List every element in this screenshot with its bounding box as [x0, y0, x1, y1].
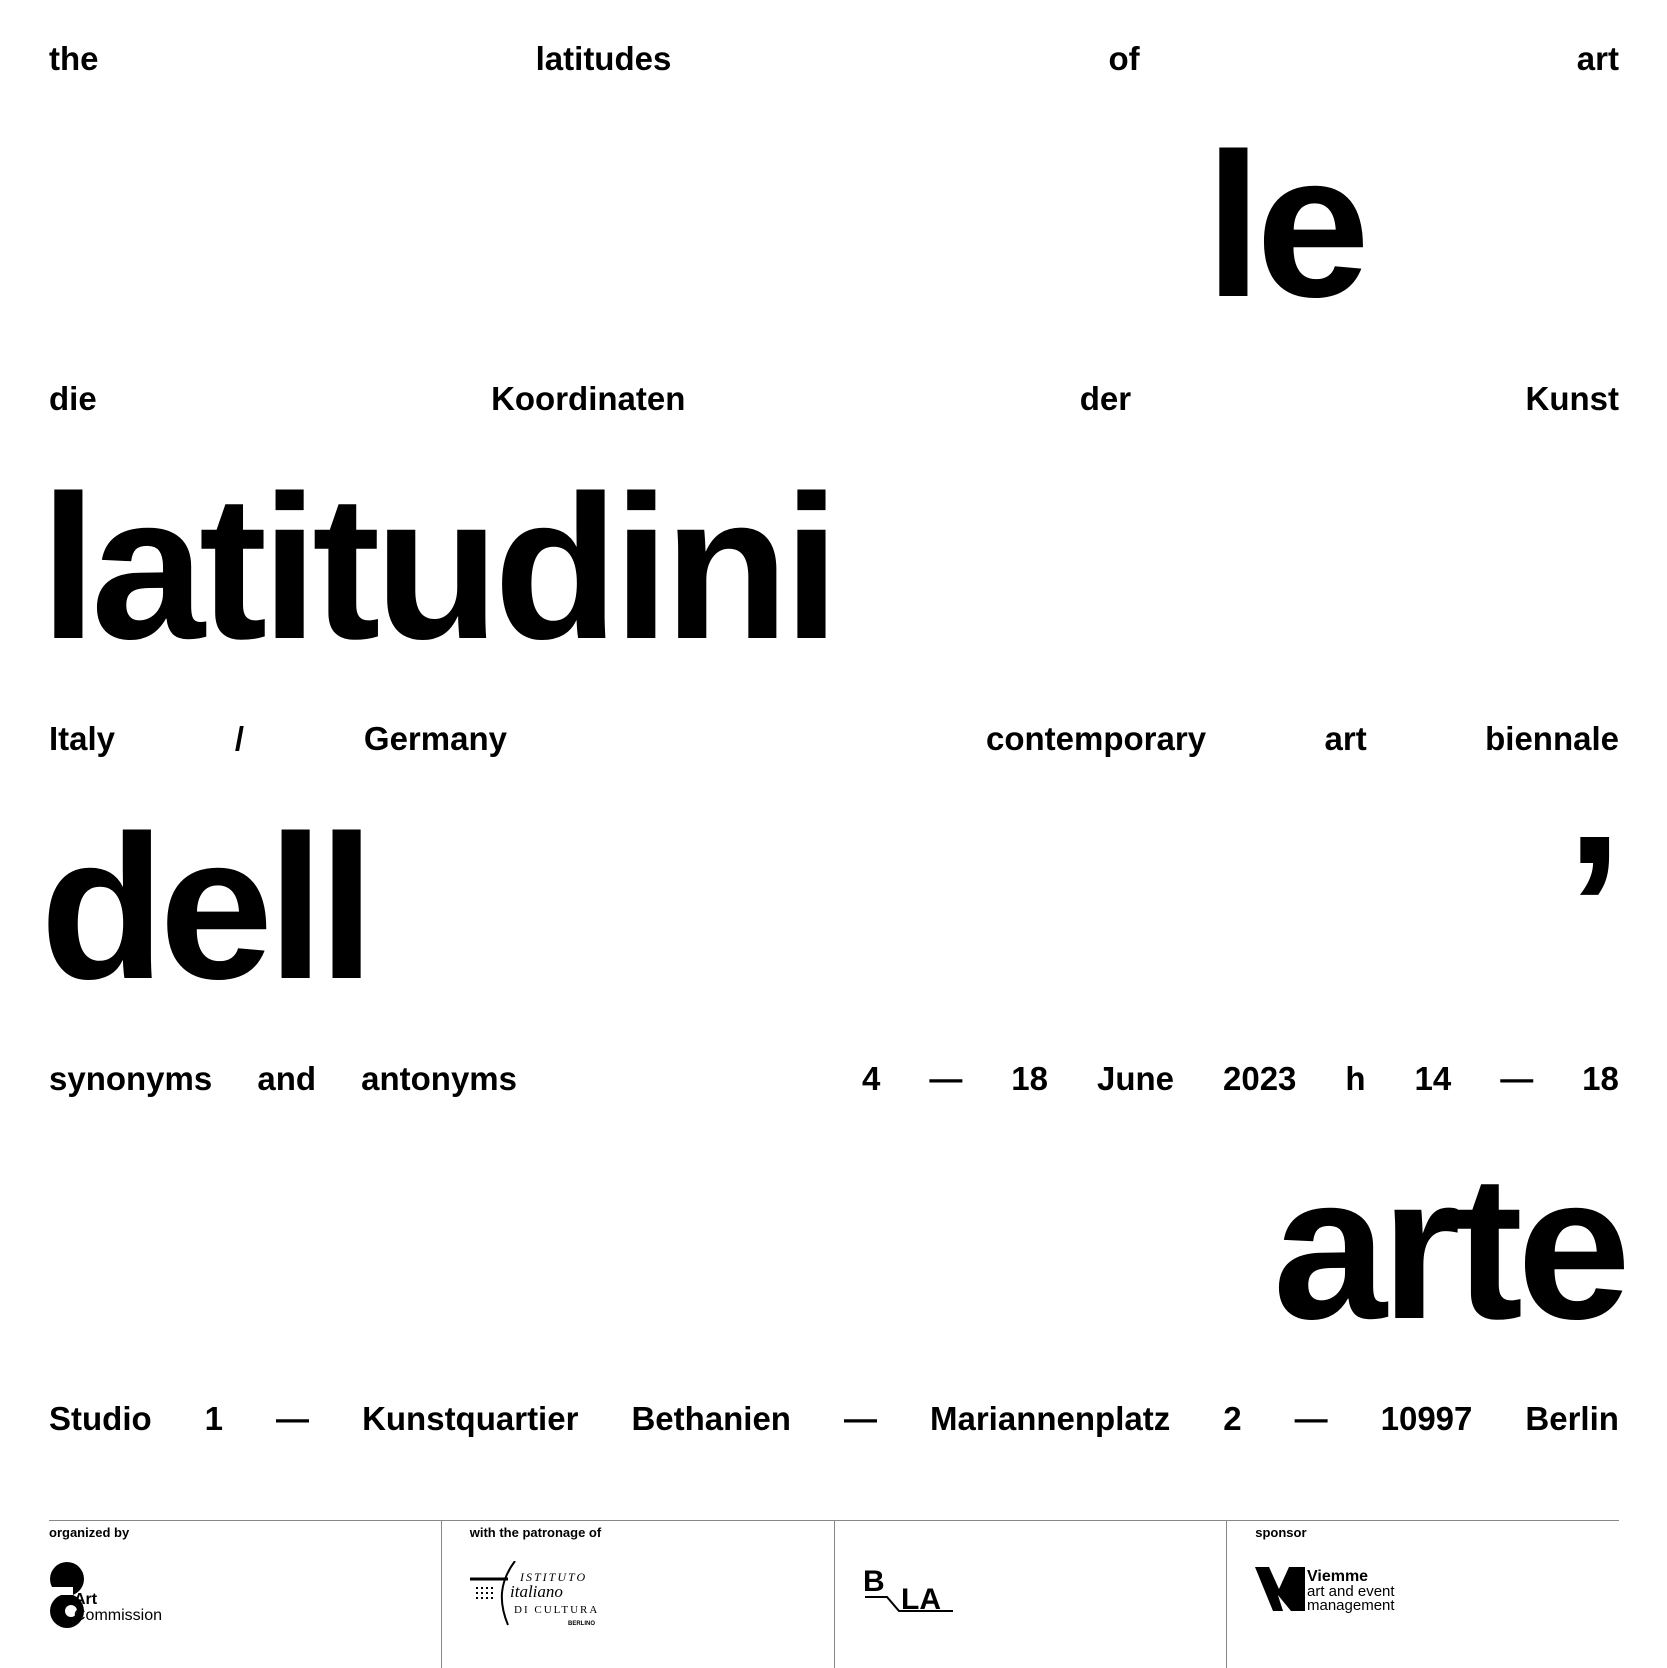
istituto-line1: ISTITUTO — [519, 1570, 587, 1584]
word-art: art — [1324, 720, 1367, 757]
event-type-line — [49, 720, 1619, 758]
tagline-german — [49, 380, 1619, 418]
date-start: 4 — [862, 1060, 881, 1097]
bla-b: B — [862, 1569, 885, 1598]
word-contemporary: contemporary — [986, 720, 1207, 757]
title-word-le: le — [1205, 111, 1364, 340]
dash: — — [929, 1060, 963, 1097]
viemme-line3: management — [1307, 1597, 1395, 1614]
studio-number: 1 — [204, 1400, 224, 1437]
word-bethanien: Bethanien — [631, 1400, 791, 1437]
date-end: 18 — [1011, 1060, 1049, 1097]
istituto-italiano-logo — [470, 1561, 600, 1636]
istituto-line3: DI CULTURA — [513, 1604, 600, 1616]
title-apostrophe: ’ — [1566, 793, 1623, 1022]
viemme-line2: art and event — [1307, 1583, 1395, 1600]
patronage-label: with the patronage of — [469, 1525, 602, 1540]
word-mariannenplatz: Mariannenplatz — [930, 1400, 1171, 1437]
hours-label: h — [1345, 1060, 1366, 1097]
art-commission-logo — [49, 1561, 169, 1636]
organized-by-label: organized by — [49, 1525, 130, 1540]
word-kunst: Kunst — [1525, 380, 1619, 417]
month: June — [1096, 1060, 1175, 1097]
word-and: and — [257, 1060, 317, 1097]
word-kunstquartier: Kunstquartier — [362, 1400, 579, 1437]
dash: — — [843, 1400, 877, 1437]
tagline-english — [49, 40, 1619, 78]
word-der: der — [1079, 380, 1132, 417]
bla-la: LA — [900, 1583, 941, 1616]
word-the: the — [49, 40, 99, 77]
footer-logos — [49, 1520, 1619, 1668]
art-commission-mark — [49, 1561, 169, 1631]
footer-organizer — [49, 1521, 441, 1668]
street-number: 2 — [1223, 1400, 1242, 1437]
word-synonyms: synonyms — [49, 1060, 213, 1097]
bla-logo — [863, 1569, 963, 1624]
hour-end: 18 — [1582, 1060, 1619, 1097]
address-line — [49, 1400, 1619, 1438]
footer-patronage — [441, 1521, 834, 1668]
word-art: art — [1576, 40, 1619, 77]
viemme-line1: Viemme — [1307, 1568, 1369, 1585]
istituto-line4: BERLINO — [567, 1621, 595, 1627]
dash: — — [1294, 1400, 1328, 1437]
art-commission-line1: Art — [74, 1591, 98, 1608]
dash: — — [276, 1400, 310, 1437]
word-antonyms: antonyms — [361, 1060, 517, 1097]
hour-start: 14 — [1414, 1060, 1452, 1097]
word-studio: Studio — [49, 1400, 152, 1437]
title-word-dell: dell — [40, 793, 370, 1022]
footer-partner — [834, 1521, 1227, 1668]
word-koordinaten: Koordinaten — [491, 380, 686, 417]
word-germany: Germany — [363, 720, 507, 757]
viemme-mark — [1255, 1567, 1405, 1617]
footer-sponsor — [1226, 1521, 1619, 1668]
bla-mark — [863, 1569, 963, 1619]
dash: — — [1500, 1060, 1534, 1097]
slash: / — [234, 720, 245, 757]
viemme-logo — [1255, 1567, 1405, 1622]
dates-line — [49, 1060, 1619, 1098]
postal-code: 10997 — [1380, 1400, 1473, 1437]
art-commission-line2: Commission — [74, 1607, 163, 1624]
title-word-latitudini: latitudini — [40, 453, 835, 682]
sponsor-label: sponsor — [1255, 1525, 1307, 1540]
istituto-line2: italiano — [509, 1582, 563, 1601]
word-of: of — [1108, 40, 1140, 77]
word-italy: Italy — [49, 720, 116, 757]
word-die: die — [49, 380, 97, 417]
city: Berlin — [1525, 1400, 1619, 1437]
istituto-italiano-mark — [470, 1561, 600, 1631]
word-latitudes: latitudes — [535, 40, 672, 77]
title-word-arte: arte — [1272, 1133, 1625, 1362]
word-biennale: biennale — [1485, 720, 1619, 757]
year: 2023 — [1222, 1060, 1297, 1097]
